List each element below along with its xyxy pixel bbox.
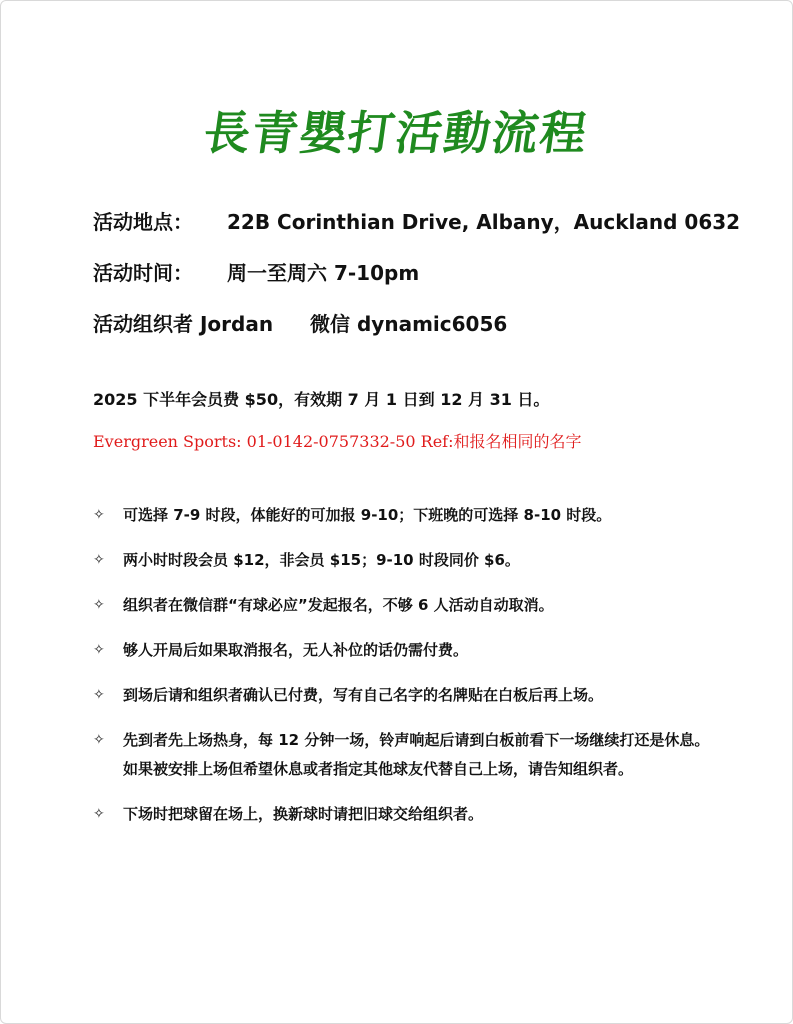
organizer-line <box>93 308 507 337</box>
diamond-bullet-icon: ✧ <box>93 642 105 658</box>
rule-item <box>93 726 713 784</box>
diamond-bullet-icon: ✧ <box>93 597 105 613</box>
diamond-bullet-icon: ✧ <box>93 806 105 822</box>
diamond-bullet-icon: ✧ <box>93 732 105 748</box>
time-value: 周一至周六 7-10pm <box>227 261 420 285</box>
rule-text: 先到者先上场热身，每 12 分钟一场，铃声响起后请到白板前看下一场继续打还是休息。如果被安排上场但希望休息或者指定其他球友代替自己上场，请告知组织者。 <box>123 731 710 778</box>
location-line <box>93 206 741 235</box>
rule-text: 够人开局后如果取消报名，无人补位的话仍需付费。 <box>123 641 469 659</box>
time-label: 活动时间： <box>93 261 193 285</box>
rule-text: 组织者在微信群“有球必应”发起报名，不够 6 人活动自动取消。 <box>123 596 554 614</box>
rule-text: 两小时时段会员 $12，非会员 $15；9-10 时段同价 $6。 <box>123 551 520 569</box>
rule-text: 到场后请和组织者确认已付费，写有自己名字的名牌贴在白板后再上场。 <box>123 686 604 704</box>
rule-item <box>93 800 713 829</box>
rule-item <box>93 636 713 665</box>
rules-list <box>93 501 713 845</box>
document-title: 長青嬰打活動流程 <box>200 106 592 160</box>
rule-item <box>93 681 713 710</box>
diamond-bullet-icon: ✧ <box>93 687 105 703</box>
wechat-contact: 微信 dynamic6056 <box>310 312 508 336</box>
location-value: 22B Corinthian Drive, Albany，Auckland 0632 <box>227 210 741 234</box>
rule-item <box>93 546 713 575</box>
diamond-bullet-icon: ✧ <box>93 552 105 568</box>
organizer-label: 活动组织者 Jordan <box>93 312 274 336</box>
diamond-bullet-icon: ✧ <box>93 507 105 523</box>
rule-item <box>93 591 713 620</box>
bank-account-text: Evergreen Sports: 01-0142-0757332-50 Ref:和报名相同的名字 <box>93 432 582 451</box>
rule-text: 可选择 7-9 时段，体能好的可加报 9-10；下班晚的可选择 8-10 时段。 <box>123 506 612 524</box>
time-line <box>93 257 420 286</box>
location-label: 活动地点： <box>93 210 193 234</box>
rule-text: 下场时把球留在场上，换新球时请把旧球交给组织者。 <box>123 805 484 823</box>
rule-item <box>93 501 713 530</box>
membership-fee-text: 2025 下半年会员费 $50，有效期 7 月 1 日到 12 月 31 日。 <box>93 390 550 409</box>
